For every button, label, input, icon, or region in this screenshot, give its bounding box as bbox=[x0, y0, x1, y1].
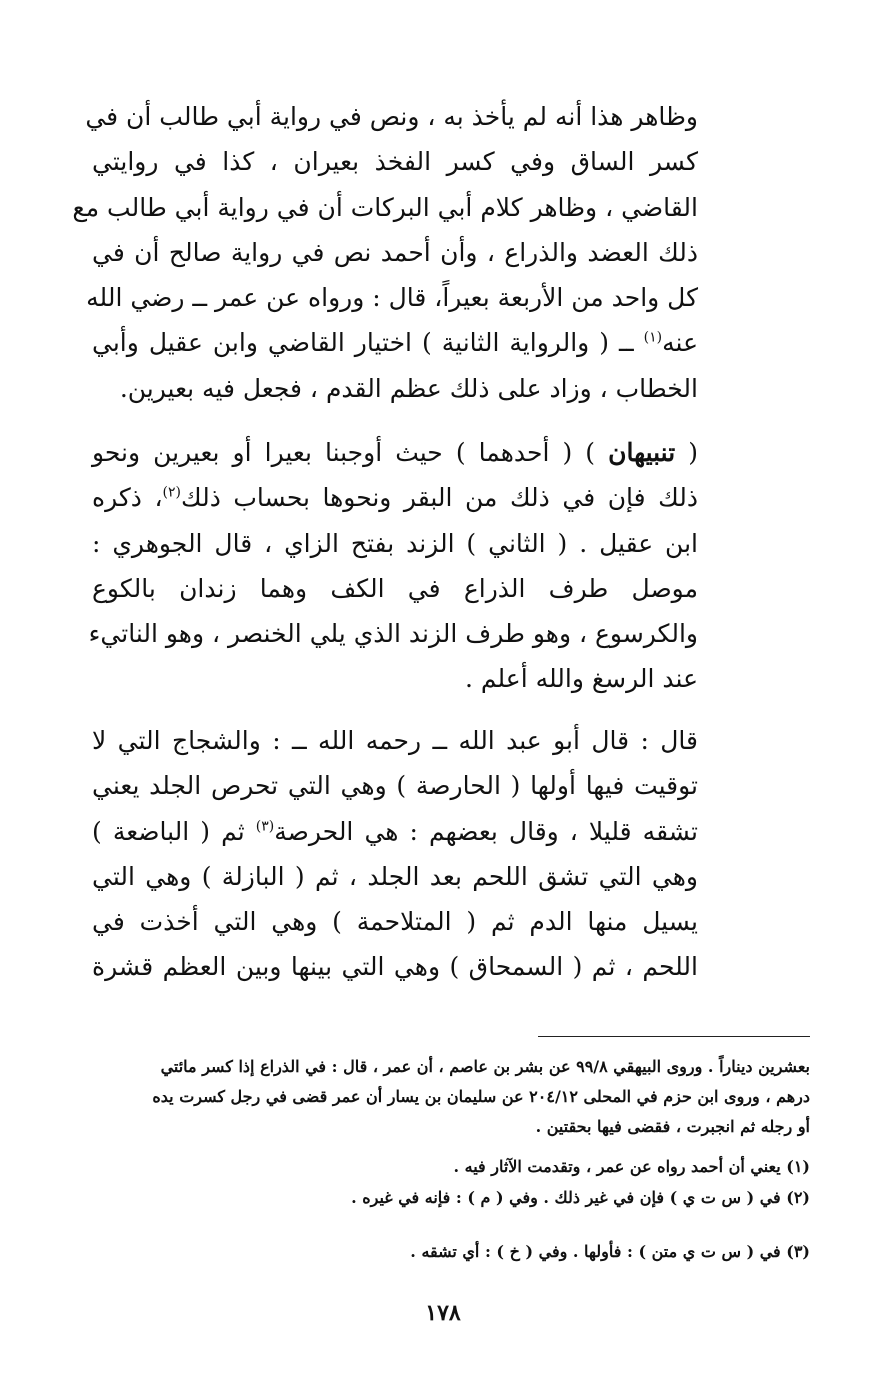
footnote-continuation bbox=[100, 1052, 810, 1142]
text-line: ابن عقيل . ( الثاني ) الزند بفتح الزاي ، قال الجوهري : bbox=[92, 528, 698, 558]
text-line: وظاهر هذا أنه لم يأخذ به ، ونص في رواية أبي طالب أن في bbox=[85, 102, 698, 131]
footnote-line: درهم ، وروى ابن حزم في المحلى ٢٠٤/١٢ عن سليمان بن يسار أن عمر قضى في رجل كسرت يده bbox=[152, 1087, 810, 1106]
section-heading: تنبيهان bbox=[608, 438, 676, 467]
footnote-line: (١) يعني أن أحمد رواه عن عمر ، وتقدمت الآثار فيه . bbox=[453, 1157, 810, 1176]
text-fragment: عنه bbox=[662, 328, 698, 358]
footnote-2 bbox=[100, 1183, 810, 1213]
text-line bbox=[92, 475, 698, 520]
text-line: يسيل منها الدم ثم ( المتلاحمة ) وهي التي أخذت في bbox=[92, 907, 698, 937]
paragraph-2 bbox=[88, 430, 698, 702]
text-fragment: ) ( أحدهما ) حيث أوجبنا بعيرا أو بعيرين ونحو bbox=[92, 438, 609, 467]
text-fragment: ثم ( الباضعة ) bbox=[92, 816, 256, 846]
page-number: ١٧٨ bbox=[425, 1300, 461, 1326]
text-fragment: ( bbox=[675, 438, 698, 467]
text-line: عند الرسغ والله أعلم . bbox=[464, 664, 698, 694]
footnote-line: (٢) في ( س ت ي ) فإن في غير ذلك . وفي ( م ) : فإنه في غيره . bbox=[351, 1188, 810, 1207]
footnote-separator bbox=[538, 1036, 810, 1037]
footnote-ref-1[interactable]: (١) bbox=[643, 330, 663, 347]
text-line bbox=[92, 809, 698, 854]
text-line bbox=[92, 430, 698, 475]
text-line: كسر الساق وفي كسر الفخذ بعيران ، كذا في روايتي bbox=[92, 147, 698, 177]
text-line: كل واحد من الأربعة بعيراً، قال : ورواه عن عمر ــ رضي الله bbox=[86, 283, 698, 313]
footnote-ref-3[interactable]: (٣) bbox=[255, 818, 275, 835]
text-line: القاضي ، وظاهر كلام أبي البركات أن في رواية أبي طالب مع bbox=[72, 192, 698, 222]
text-line: الخطاب ، وزاد على ذلك عظم القدم ، فجعل فيه بعيرين. bbox=[119, 373, 698, 403]
text-line: اللحم ، ثم ( السمحاق ) وهي التي بينها وبين العظم قشرة bbox=[92, 952, 698, 982]
footnote-line: (٣) في ( س ت ي متن ) : فأولها . وفي ( خ ) : أي تشقه . bbox=[410, 1242, 810, 1261]
footnote-1 bbox=[100, 1152, 810, 1182]
text-line: موصل طرف الذراع في الكف وهما زندان بالكوع bbox=[92, 573, 698, 603]
text-line: ذلك العضد والذراع ، وأن أحمد نص في رواية صالح أن في bbox=[92, 237, 698, 267]
paragraph-3 bbox=[92, 718, 698, 990]
text-fragment: ذلك فإن في ذلك من البقر ونحوها بحساب ذلك bbox=[181, 483, 698, 513]
text-fragment: ــ ( والرواية الثانية ) اختيار القاضي وابن عقيل وأبي bbox=[92, 328, 644, 358]
footnote-ref-2[interactable]: (٢) bbox=[162, 484, 182, 501]
text-fragment: ، ذكره bbox=[92, 483, 163, 513]
footnote-line: أو رجله ثم انجبرت ، فقضى فيها بحقتين . bbox=[535, 1117, 810, 1136]
footnote-line: بعشرين ديناراً . وروى البيهقي ٩٩/٨ عن بشر بن عاصم ، أن عمر ، قال : في الذراع إذا كسر مائتي bbox=[160, 1057, 810, 1076]
text-line: توقيت فيها أولها ( الحارصة ) وهي التي تحرص الجلد يعني bbox=[92, 771, 698, 801]
text-line: والكرسوع ، وهو طرف الزند الذي يلي الخنصر ، وهو الناتيء bbox=[88, 619, 698, 649]
footnote-3 bbox=[100, 1237, 810, 1267]
text-line: قال : قال أبو عبد الله ــ رحمه الله ــ : والشجاج التي لا bbox=[92, 726, 698, 755]
text-fragment: تشقه قليلا ، وقال بعضهم : هي الحرصة bbox=[274, 816, 698, 846]
text-line: وهي التي تشق اللحم بعد الجلد ، ثم ( البازلة ) وهي التي bbox=[92, 861, 698, 891]
text-line bbox=[92, 320, 698, 365]
paragraph-1 bbox=[72, 94, 698, 411]
